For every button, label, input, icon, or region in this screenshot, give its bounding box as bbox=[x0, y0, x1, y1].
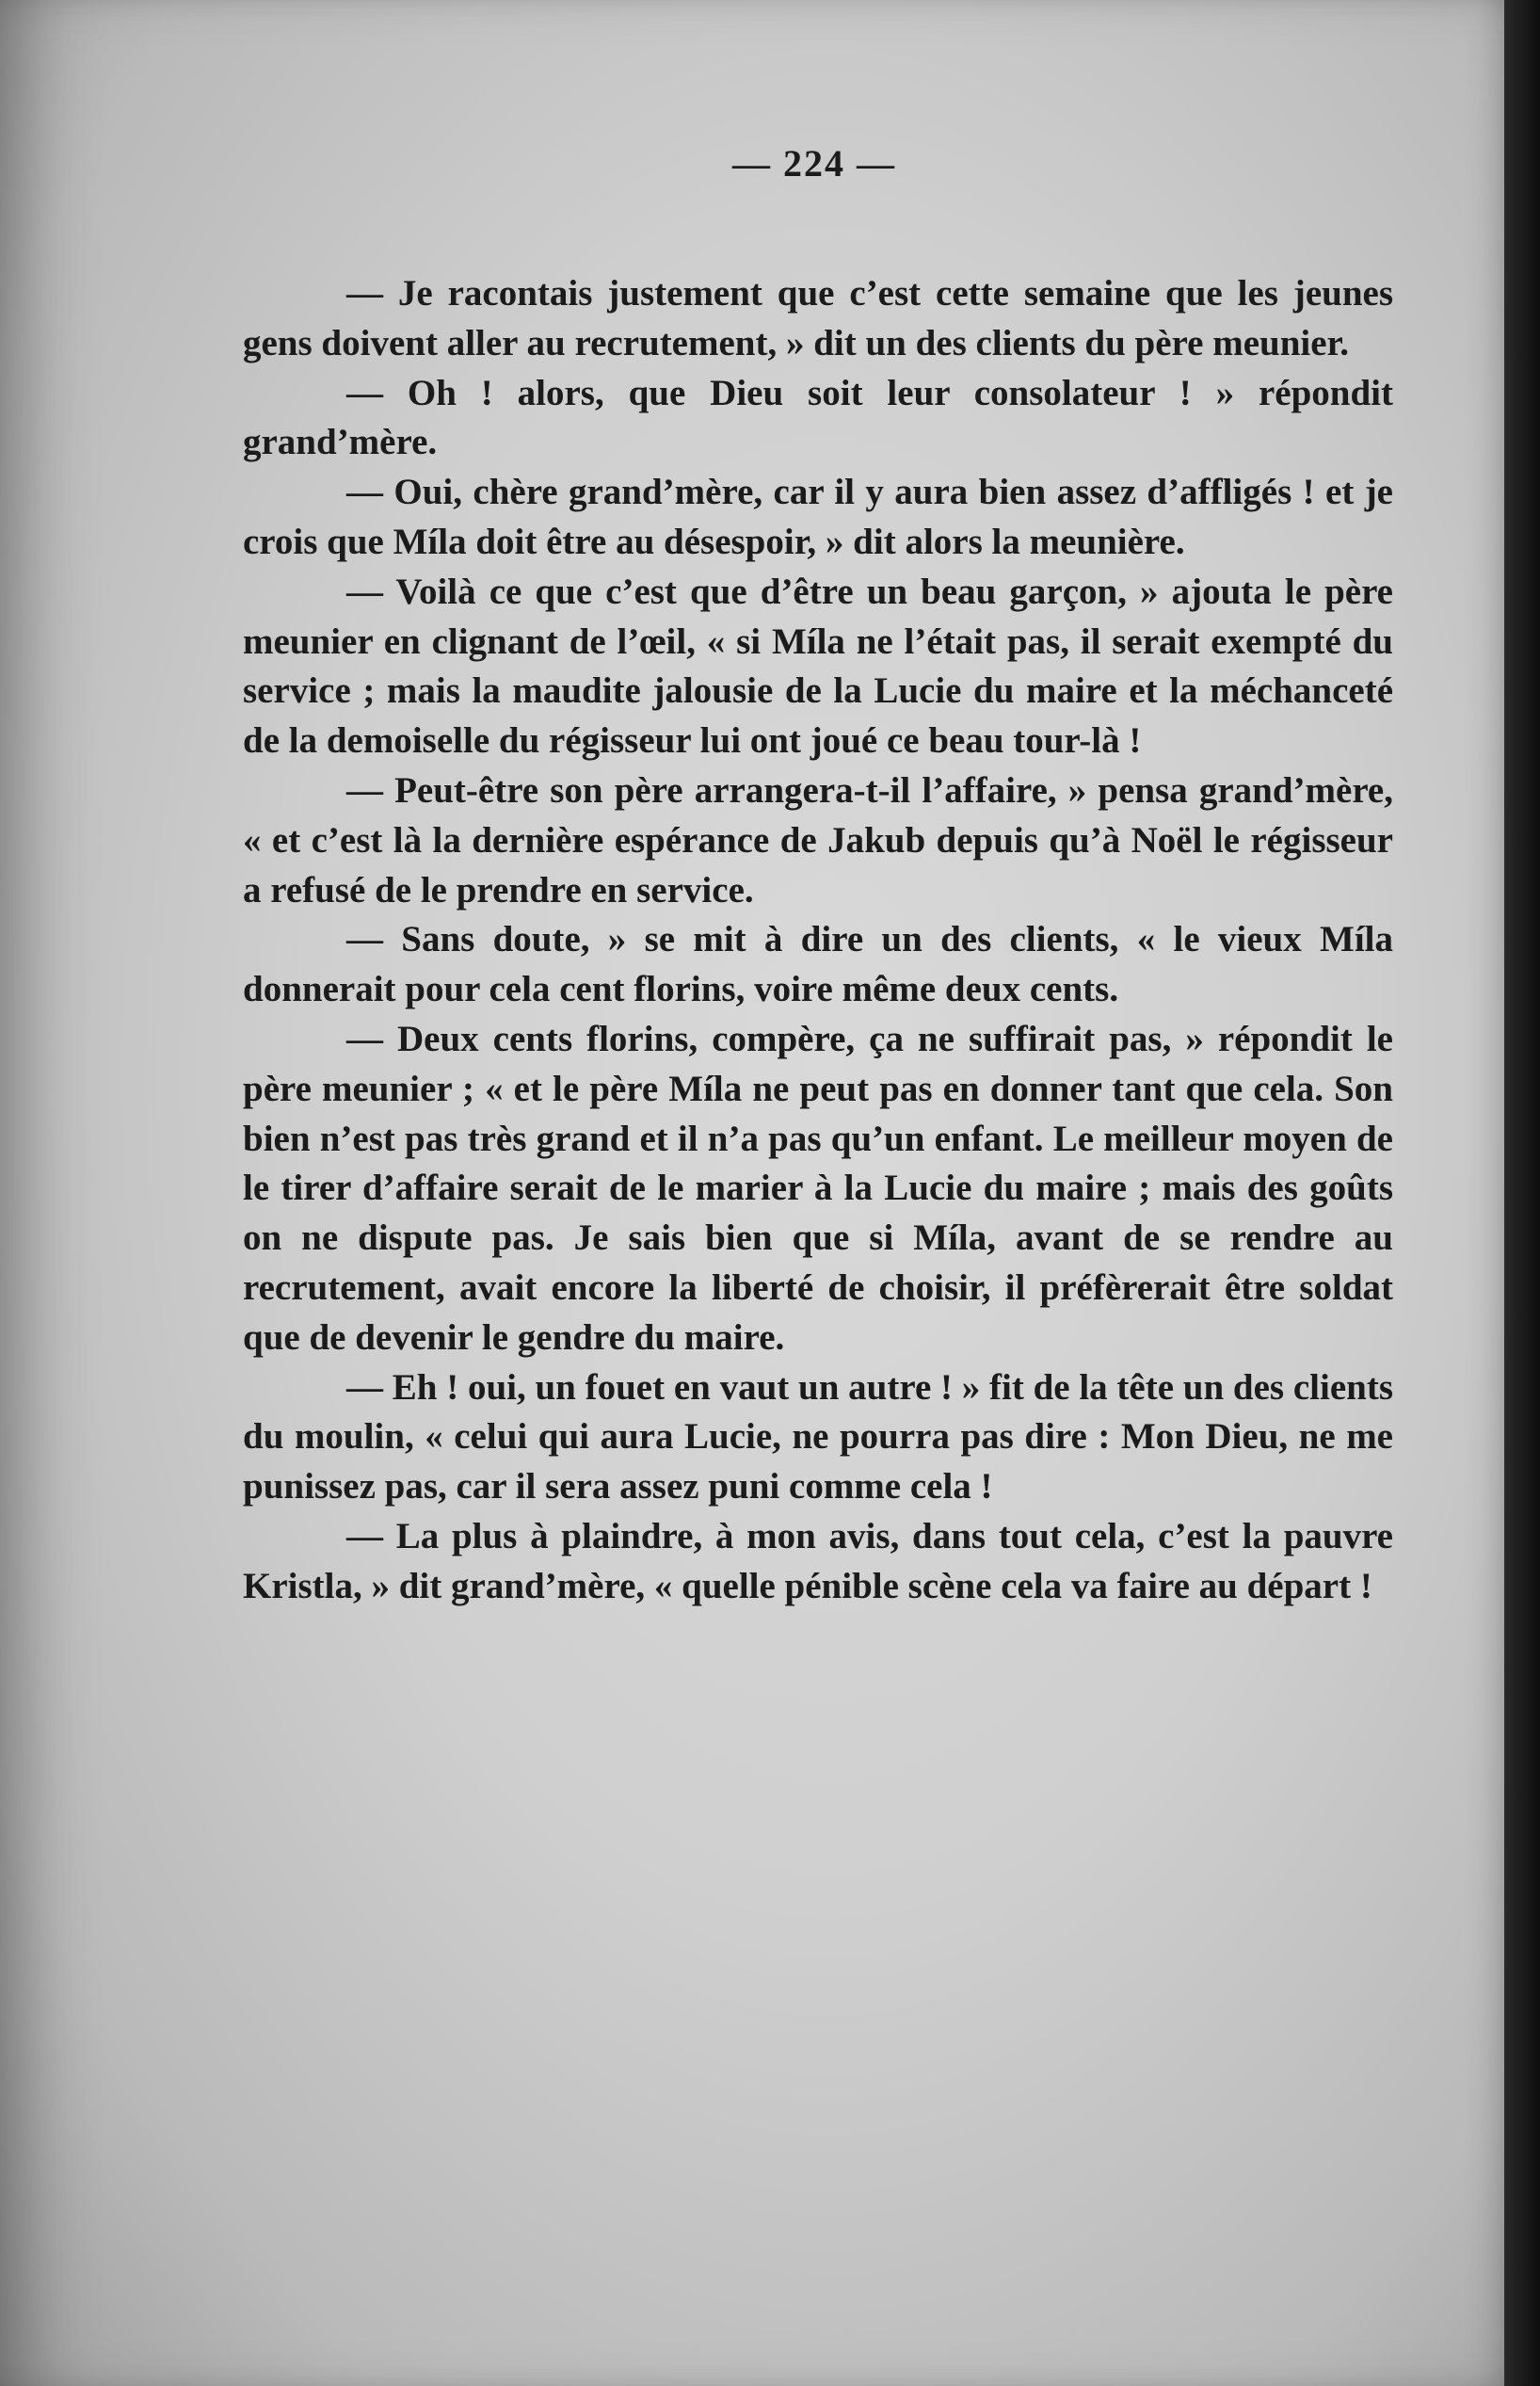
paragraph-1: — Je racontais justement que c’est cette semaine que les jeunes gens doivent aller au recrutement, » dit un des clients du père meunier. bbox=[243, 273, 1393, 363]
paragraph-6: — Sans doute, » se mit à dire un des clients, « le vieux Míla donnerait pour cela cent florins, voire même deux cents. bbox=[243, 919, 1393, 1010]
page-edge-shadow bbox=[1504, 0, 1540, 2386]
page-number: — 224 — bbox=[732, 142, 896, 185]
paragraph-2: — Oh ! alors, que Dieu soit leur consolateur ! » répondit grand’mère. bbox=[243, 372, 1393, 463]
paragraph-7: — Deux cents florins, compère, ça ne suffirait pas, » répondit le père meunier ; « et le père Míla ne peut pas en donner tant que cela. Son bien n’est pas très grand et il n’a pas qu’un enfant. Le meilleur moyen de le tirer d’affaire serait de le marier à la Lucie du maire ; mais des goûts on ne dispute pas. Je sais bien que si Míla, avant de se rendre au recrutement, avait encore la liberté de choisir, il préfèrerait être soldat que de devenir le gendre du maire. bbox=[243, 1018, 1393, 1358]
body-text bbox=[243, 269, 1393, 1612]
paragraph-8: — Eh ! oui, un fouet en vaut un autre ! » fit de la tête un des clients du moulin, « celui qui aura Lucie, ne pourra pas dire : Mon Dieu, ne me punissez pas, car il sera assez puni comme cela ! bbox=[243, 1366, 1393, 1507]
paragraph-3: — Oui, chère grand’mère, car il y aura bien assez d’affligés ! et je crois que Míla doit être au désespoir, » dit alors la meunière. bbox=[243, 472, 1393, 562]
paragraph-9: — La plus à plaindre, à mon avis, dans tout cela, c’est la pauvre Kristla, » dit grand’mère, « quelle pénible scène cela va faire au départ ! bbox=[243, 1515, 1393, 1606]
paragraph-5: — Peut-être son père arrangera-t-il l’affaire, » pensa grand’mère, « et c’est là la dernière espérance de Jakub depuis qu’à Noël le régisseur a refusé de le prendre en service. bbox=[243, 769, 1393, 911]
paragraph-4: — Voilà ce que c’est que d’être un beau garçon, » ajouta le père meunier en clignant de l’œil, « si Míla ne l’était pas, il serait exempté du service ; mais la maudite jalousie de la Lucie du maire et la méchanceté de la demoiselle du régisseur lui ont joué ce beau tour-là ! bbox=[243, 571, 1393, 762]
